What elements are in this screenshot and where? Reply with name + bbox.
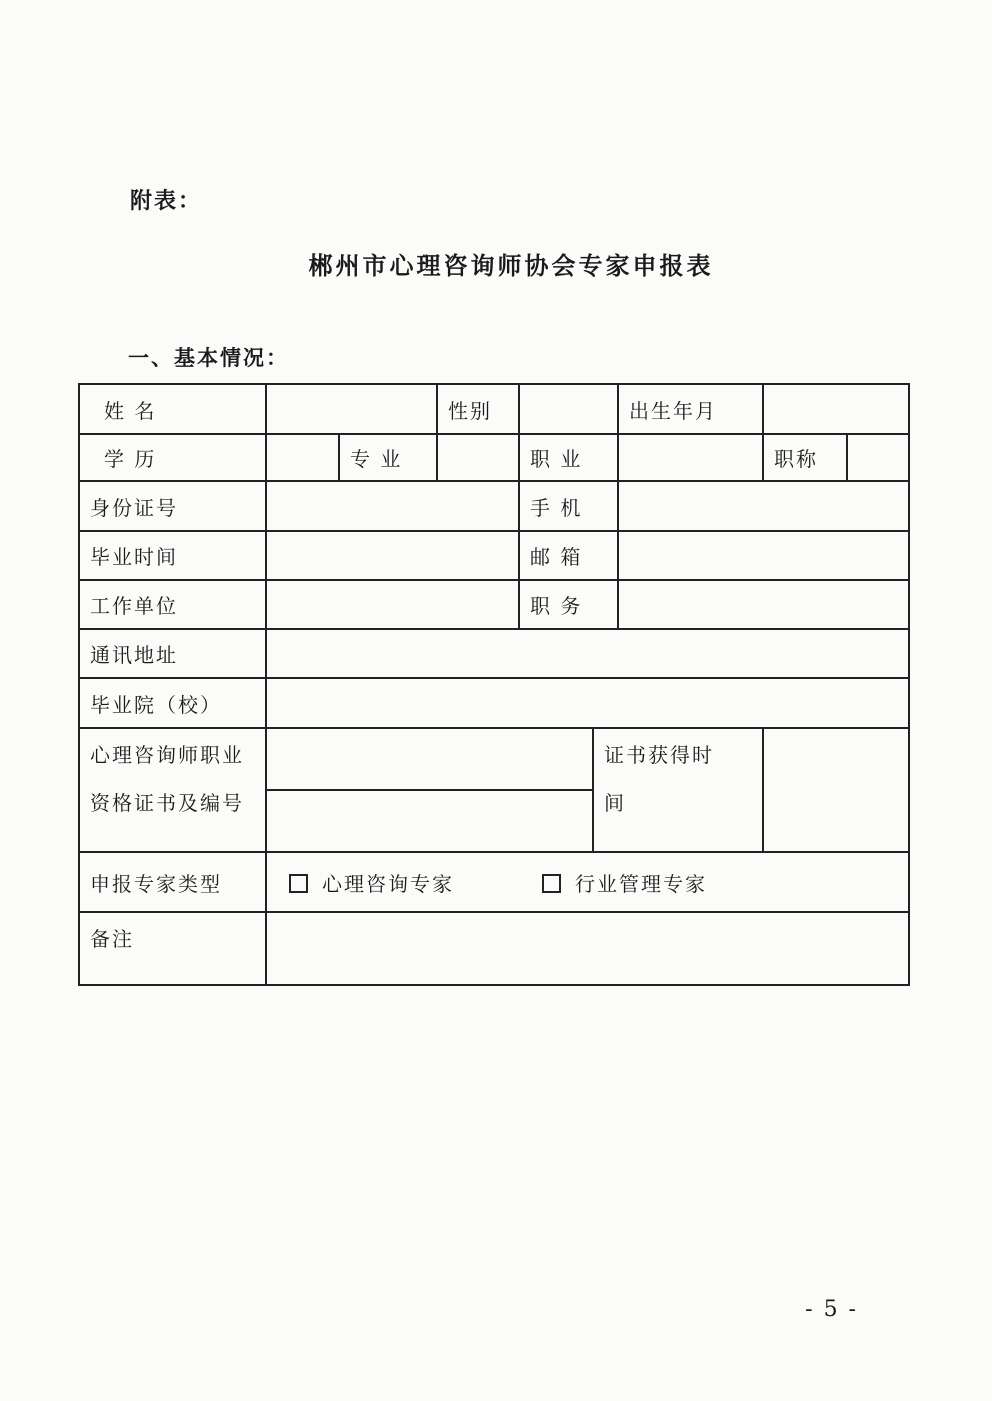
education-field[interactable] [266,434,339,481]
row-employer [79,580,909,629]
name-label: 姓 名 [79,384,266,434]
expert-type-options [266,852,909,912]
remarks-label: 备注 [79,912,266,985]
job-title-field[interactable] [847,434,909,481]
birth-field[interactable] [763,384,909,434]
major-label: 专 业 [339,434,437,481]
school-label: 毕业院（校） [79,678,266,728]
certificate-name-field[interactable] [267,731,592,791]
id-number-field[interactable] [266,481,519,531]
certificate-fields [266,728,593,852]
industry-expert-checkbox[interactable] [542,874,561,893]
certificate-time-label [593,728,763,852]
occupation-label: 职 业 [519,434,618,481]
remarks-field[interactable] [266,912,909,985]
id-number-label: 身份证号 [79,481,266,531]
job-title-label: 职称 [763,434,847,481]
employer-label: 工作单位 [79,580,266,629]
employer-field[interactable] [266,580,519,629]
application-form-table [78,383,910,986]
row-certificate [79,728,909,852]
address-field[interactable] [266,629,909,678]
position-field[interactable] [618,580,909,629]
row-expert-type [79,852,909,912]
section-title: 一、基本情况： [128,345,289,370]
birth-label: 出生年月 [618,384,763,434]
school-field[interactable] [266,678,909,728]
certificate-label-line1: 心理咨询师职业 [90,743,244,767]
industry-expert-label: 行业管理专家 [575,871,707,896]
graduation-time-label: 毕业时间 [79,531,266,580]
name-field[interactable] [266,384,437,434]
certificate-time-label-line1: 证书获得时 [604,743,714,767]
row-remarks [79,912,909,985]
mobile-label: 手 机 [519,481,618,531]
certificate-time-field[interactable] [763,728,909,852]
certificate-number-field[interactable] [267,791,592,849]
certificate-time-label-line2: 间 [604,791,626,815]
row-address [79,629,909,678]
page-number: - 5 - [805,1297,858,1322]
expert-type-label: 申报专家类型 [79,852,266,912]
row-id [79,481,909,531]
document-title: 郴州市心理咨询师协会专家申报表 [308,251,714,280]
address-label: 通讯地址 [79,629,266,678]
position-label: 职 务 [519,580,618,629]
row-graduation [79,531,909,580]
mobile-field[interactable] [618,481,909,531]
attachment-label: 附表： [130,188,203,214]
graduation-time-field[interactable] [266,531,519,580]
row-education [79,434,909,481]
row-school [79,678,909,728]
counseling-expert-label: 心理咨询专家 [322,871,454,896]
counseling-expert-checkbox[interactable] [289,874,308,893]
row-name [79,384,909,434]
gender-label: 性别 [437,384,519,434]
occupation-field[interactable] [618,434,763,481]
education-label: 学 历 [79,434,266,481]
certificate-label-line2: 资格证书及编号 [90,791,244,815]
certificate-label [79,728,266,852]
email-label: 邮 箱 [519,531,618,580]
email-field[interactable] [618,531,909,580]
major-field[interactable] [437,434,519,481]
gender-field[interactable] [519,384,618,434]
